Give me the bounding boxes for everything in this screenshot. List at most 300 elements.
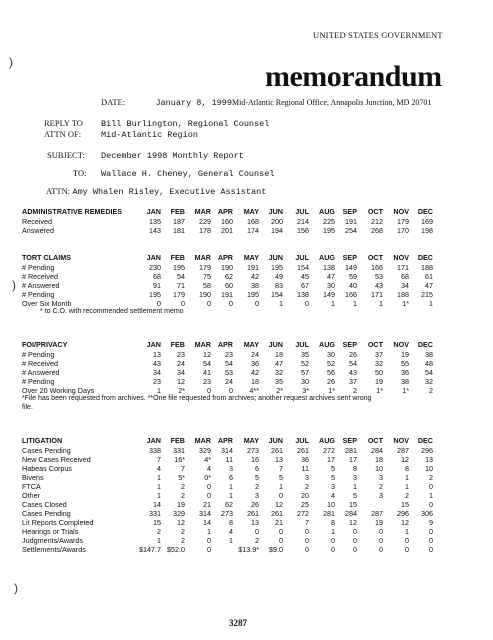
month-header: JAN [146, 339, 161, 349]
table-row [22, 509, 433, 518]
cell-value: 0 [405, 545, 409, 554]
cell-value: 212 [371, 217, 383, 226]
month-header: JUL [295, 339, 309, 349]
cell-value: 190 [221, 263, 233, 272]
month-header: JUN [268, 339, 283, 349]
cell-value: 154 [297, 263, 309, 272]
month-header: AUG [319, 435, 335, 445]
margin-mark: ) [9, 55, 13, 69]
month-header: FEB [170, 339, 185, 349]
cell-value: 61 [425, 272, 433, 281]
cell-value: 12 [275, 500, 283, 509]
cell-value: 1* [402, 299, 409, 308]
table-row [22, 290, 433, 299]
cell-value: 5 [279, 473, 283, 482]
cell-value: 0 [379, 536, 383, 545]
cell-value: 1 [157, 386, 161, 395]
cell-value: 53 [375, 272, 383, 281]
month-header: NOV [393, 206, 409, 216]
cell-value: 225 [323, 217, 335, 226]
cell-value: 54 [225, 359, 233, 368]
cell-value: 57 [301, 368, 309, 377]
section-note: *File has been requested from archives. **One file requested from archives; another request archives sent wrong [22, 395, 372, 402]
cell-value: 0 [207, 536, 211, 545]
cell-value: 4 [207, 464, 211, 473]
row-label: # Pending [22, 290, 55, 299]
month-header: AUG [319, 252, 335, 262]
cell-value: 181 [173, 226, 185, 235]
table-row [22, 491, 433, 500]
cell-value: 1* [328, 386, 335, 395]
date-line [101, 97, 431, 108]
cell-value: 12 [203, 350, 211, 359]
cell-value: 58 [203, 281, 211, 290]
row-label: Received [22, 217, 52, 226]
cell-value: 4 [331, 491, 335, 500]
subject-line [47, 150, 244, 161]
table-row [22, 281, 433, 290]
cell-value: 1* [402, 386, 409, 395]
cell-value: 13 [153, 350, 161, 359]
cell-value: 34 [177, 368, 185, 377]
month-header: FEB [170, 435, 185, 445]
cell-value: 314 [221, 446, 233, 455]
cell-value: 230 [149, 263, 161, 272]
cell-value: 56 [327, 368, 335, 377]
cell-value: 54 [177, 272, 185, 281]
cell-value: 20 [301, 491, 309, 500]
cell-value: 1 [405, 473, 409, 482]
cell-value [357, 500, 383, 509]
cell-value: 75 [203, 272, 211, 281]
table-row [22, 473, 433, 482]
cell-value: 284 [345, 509, 357, 518]
row-label: # Received [22, 359, 58, 368]
table-row [22, 299, 433, 308]
month-header: DEC [417, 339, 433, 349]
cell-value: 23 [225, 350, 233, 359]
cell-value: 169 [421, 217, 433, 226]
cell-value: 0 [255, 527, 259, 536]
margin-mark: ) [12, 278, 16, 292]
cell-value: 166 [371, 263, 383, 272]
date-value: January 8, 1999 [155, 98, 232, 108]
cell-value: 2 [181, 527, 185, 536]
cell-value: 26 [327, 377, 335, 386]
month-header: MAY [243, 206, 259, 216]
subject-value: December 1998 Monthly Report [101, 151, 244, 161]
cell-value: 36 [251, 359, 259, 368]
cell-value: 1 [429, 491, 433, 500]
cell-value: 52 [327, 359, 335, 368]
cell-value: 41 [203, 368, 211, 377]
cell-value: 34 [153, 368, 161, 377]
table-row [22, 545, 433, 554]
attn2-line [46, 186, 266, 197]
attn-value: Mid-Atlantic Region [101, 130, 198, 140]
section-table [22, 251, 433, 308]
cell-value: 55 [401, 359, 409, 368]
cell-value: 38 [425, 350, 433, 359]
section-title: LITIGATION [22, 435, 63, 445]
cell-value: 12 [349, 518, 357, 527]
cell-value: 2 [157, 527, 161, 536]
cell-value: 0 [379, 545, 383, 554]
month-header: FEB [170, 252, 185, 262]
cell-value: 296 [397, 509, 409, 518]
month-header: AUG [319, 339, 335, 349]
section-table [22, 205, 433, 235]
cell-value: 331 [173, 446, 185, 455]
cell-value: 0 [207, 545, 211, 554]
row-label: # Answered [22, 368, 60, 377]
cell-value: 0 [331, 545, 335, 554]
memo-title: memorandum [265, 60, 442, 93]
cell-value: 35 [301, 350, 309, 359]
cell-value: 15 [349, 500, 357, 509]
cell-value: 3 [229, 464, 233, 473]
cell-value: 7 [181, 464, 185, 473]
month-header: JUL [295, 252, 309, 262]
cell-value: 60 [225, 281, 233, 290]
month-header: FEB [170, 206, 185, 216]
section-title: TORT CLAIMS [22, 252, 71, 262]
cell-value: 254 [345, 226, 357, 235]
cell-value: 0 [229, 299, 233, 308]
cell-value: 7 [305, 518, 309, 527]
table-row [22, 217, 433, 226]
cell-value: 15 [401, 500, 409, 509]
month-header: MAY [243, 339, 259, 349]
cell-value: $9.0 [269, 545, 283, 554]
row-label: Over Six Month [22, 299, 72, 308]
table-row [22, 527, 433, 536]
month-header: MAR [194, 339, 211, 349]
cell-value: 0 [429, 527, 433, 536]
cell-value: 179 [173, 290, 185, 299]
cell-value: 43 [349, 368, 357, 377]
row-label: # Received [22, 272, 58, 281]
month-header: DEC [417, 252, 433, 262]
cell-value: 13 [425, 455, 433, 464]
cell-value: 281 [345, 446, 357, 455]
cell-value: 287 [371, 509, 383, 518]
cell-value: 272 [323, 446, 335, 455]
cell-value: 12 [177, 518, 185, 527]
cell-value: 40 [349, 281, 357, 290]
cell-value: 42 [251, 368, 259, 377]
cell-value: 1 [405, 527, 409, 536]
cell-value: 2 [353, 386, 357, 395]
cell-value: 0 [405, 536, 409, 545]
cell-value: 171 [371, 290, 383, 299]
cell-value: 5 [353, 491, 357, 500]
cell-value: 195 [247, 290, 259, 299]
cell-value: 2 [255, 536, 259, 545]
cell-value: 4** [249, 386, 259, 395]
cell-value: 273 [221, 509, 233, 518]
page-number: 3287 [229, 618, 247, 628]
cell-value: 54 [203, 359, 211, 368]
cell-value: 0 [279, 491, 283, 500]
month-header: NOV [393, 339, 409, 349]
cell-value: 23 [177, 350, 185, 359]
month-header: OCT [367, 252, 383, 262]
cell-value: 195 [271, 263, 283, 272]
cell-value: 10 [425, 464, 433, 473]
cell-value: 2* [178, 386, 185, 395]
cell-value: 0 [353, 536, 357, 545]
cell-value: 43 [375, 281, 383, 290]
month-header: APR [217, 435, 233, 445]
cell-value: 47 [275, 359, 283, 368]
cell-value: 143 [149, 226, 161, 235]
cell-value: 83 [275, 281, 283, 290]
cell-value: 4 [229, 527, 233, 536]
month-header: APR [217, 339, 233, 349]
cell-value: 268 [371, 226, 383, 235]
cell-value: 26 [349, 350, 357, 359]
cell-value: 2 [405, 491, 409, 500]
cell-value: 25 [301, 500, 309, 509]
cell-value: 272 [297, 509, 309, 518]
cell-value: 8 [353, 464, 357, 473]
cell-value: 138 [323, 263, 335, 272]
cell-value: 3 [331, 482, 335, 491]
cell-value: 0 [305, 545, 309, 554]
cell-value: 13 [275, 455, 283, 464]
cell-value: 1 [279, 299, 283, 308]
cell-value: 296 [421, 446, 433, 455]
month-header: SEP [342, 252, 357, 262]
cell-value: 30 [327, 350, 335, 359]
cell-value: 48 [425, 359, 433, 368]
table-row [22, 368, 433, 377]
cell-value: 54 [425, 368, 433, 377]
cell-value: 11 [225, 455, 233, 464]
table-row [22, 455, 433, 464]
cell-value: 214 [297, 217, 309, 226]
cell-value: 36 [401, 368, 409, 377]
cell-value: 12 [401, 455, 409, 464]
section-note: file. [22, 404, 33, 411]
reply-line [44, 118, 269, 129]
cell-value: 11 [301, 464, 309, 473]
cell-value: 0 [207, 386, 211, 395]
cell-value: 13 [251, 518, 259, 527]
cell-value: 49 [275, 272, 283, 281]
cell-value: 30 [327, 281, 335, 290]
month-header: JUN [268, 206, 283, 216]
cell-value: 3 [379, 473, 383, 482]
month-header: JUN [268, 435, 283, 445]
cell-value: 314 [199, 509, 211, 518]
cell-value: 2 [379, 482, 383, 491]
cell-value: 329 [199, 446, 211, 455]
cell-value: 168 [247, 217, 259, 226]
cell-value: 149 [345, 263, 357, 272]
cell-value: 1 [157, 482, 161, 491]
cell-value: 0 [279, 527, 283, 536]
table-row [22, 359, 433, 368]
cell-value: 190 [199, 290, 211, 299]
cell-value: 17 [349, 455, 357, 464]
month-header: OCT [367, 435, 383, 445]
table-row [22, 263, 433, 272]
cell-value: 5* [178, 473, 185, 482]
month-header: MAR [194, 252, 211, 262]
row-label: Settlements/Awards [22, 545, 86, 554]
cell-value: 306 [421, 509, 433, 518]
cell-value: 91 [153, 281, 161, 290]
row-label: Answered [22, 226, 54, 235]
cell-value: 10 [327, 500, 335, 509]
cell-value: 1 [331, 527, 335, 536]
cell-value: 43 [153, 359, 161, 368]
cell-value: 38 [401, 377, 409, 386]
cell-value: 54 [349, 359, 357, 368]
attn2-label: ATTN: [46, 186, 71, 196]
cell-value: 0 [429, 500, 433, 509]
cell-value: 187 [173, 217, 185, 226]
cell-value: 1 [379, 299, 383, 308]
table-row [22, 446, 433, 455]
cell-value: 215 [421, 290, 433, 299]
cell-value: 9 [429, 518, 433, 527]
cell-value: 19 [177, 500, 185, 509]
cell-value: 2* [276, 386, 283, 395]
cell-value: 53 [225, 368, 233, 377]
month-header: NOV [393, 435, 409, 445]
row-label: Bivens [22, 473, 44, 482]
cell-value: 19 [401, 350, 409, 359]
reply-value: Bill Burlington, Regional Counsel [101, 119, 270, 129]
cell-value: 0 [429, 536, 433, 545]
cell-value: 37 [349, 377, 357, 386]
cell-value [211, 545, 233, 554]
cell-value: 0 [207, 482, 211, 491]
table-row [22, 464, 433, 473]
cell-value: 35 [275, 377, 283, 386]
cell-value: 14 [153, 500, 161, 509]
cell-value: 135 [149, 217, 161, 226]
cell-value: 68 [401, 272, 409, 281]
cell-value: 0 [353, 545, 357, 554]
cell-value: 10 [375, 464, 383, 473]
cell-value: 166 [345, 290, 357, 299]
month-header: SEP [342, 206, 357, 216]
cell-value: 201 [221, 226, 233, 235]
cell-value: 68 [153, 272, 161, 281]
attn2-value: Amy Whalen Risley, Executive Assistant [72, 187, 267, 197]
cell-value: 21 [203, 500, 211, 509]
row-label: # Pending [22, 377, 55, 386]
row-label: New Cases Received [22, 455, 91, 464]
cell-value: 0 [207, 299, 211, 308]
cell-value: 191 [221, 290, 233, 299]
cell-value: 170 [397, 226, 409, 235]
margin-mark: ) [14, 581, 18, 595]
cell-value: 4 [157, 464, 161, 473]
org-name: UNITED STATES GOVERNMENT [313, 30, 443, 40]
cell-value: 3* [302, 386, 309, 395]
cell-value: 19 [375, 518, 383, 527]
cell-value: 261 [297, 446, 309, 455]
row-label: Over 20 Working Days [22, 386, 95, 395]
cell-value: 12 [177, 377, 185, 386]
cell-value: 47 [425, 281, 433, 290]
cell-value: 0 [429, 545, 433, 554]
month-header: MAR [194, 206, 211, 216]
cell-value: 0 [229, 386, 233, 395]
to-value: Wallace H. Cheney, General Counsel [101, 169, 275, 179]
row-label: # Pending [22, 263, 55, 272]
cell-value: 59 [349, 272, 357, 281]
table-row [22, 386, 433, 395]
cell-value: 24 [225, 377, 233, 386]
month-header: NOV [393, 252, 409, 262]
month-header: MAR [194, 435, 211, 445]
cell-value: 0 [353, 527, 357, 536]
cell-value: 0 [305, 299, 309, 308]
cell-value: 1 [207, 527, 211, 536]
cell-value: 24 [177, 359, 185, 368]
cell-value: 38 [251, 281, 259, 290]
cell-value: 0 [331, 536, 335, 545]
cell-value: 0 [305, 536, 309, 545]
cell-value: 71 [177, 281, 185, 290]
cell-value: 1 [331, 299, 335, 308]
cell-value: 7 [157, 455, 161, 464]
cell-value: 3 [379, 491, 383, 500]
row-label: Lit Reports Completed [22, 518, 94, 527]
cell-value: 287 [397, 446, 409, 455]
cell-value: 200 [271, 217, 283, 226]
cell-value: 18 [251, 377, 259, 386]
date-office: Mid-Atlantic Regional Office, Annapolis Junction, MD 20701 [231, 98, 432, 107]
row-label: Cases Pending [22, 446, 71, 455]
cell-value: 24 [251, 350, 259, 359]
cell-value: 195 [173, 263, 185, 272]
row-label: Habeas Corpus [22, 464, 72, 473]
month-header: OCT [367, 206, 383, 216]
cell-value: 17 [327, 455, 335, 464]
cell-value: 1 [405, 482, 409, 491]
row-label: # Answered [22, 281, 60, 290]
section-note: * to C.O. with recommended settlement memo [40, 308, 184, 315]
month-header: AUG [319, 206, 335, 216]
cell-value: 0 [157, 299, 161, 308]
row-label: Other [22, 491, 40, 500]
cell-value: 0 [255, 299, 259, 308]
cell-value: 45 [301, 272, 309, 281]
table-row [22, 350, 433, 359]
cell-value: 16* [174, 455, 185, 464]
cell-value: 2 [429, 386, 433, 395]
table-row [22, 482, 433, 491]
cell-value: 0* [204, 473, 211, 482]
cell-value: 0 [279, 536, 283, 545]
cell-value: 8 [331, 518, 335, 527]
cell-value: 6 [255, 464, 259, 473]
cell-value: 23 [203, 377, 211, 386]
cell-value: 3 [353, 473, 357, 482]
table-row [22, 377, 433, 386]
cell-value: 47 [327, 272, 335, 281]
cell-value: 331 [149, 509, 161, 518]
cell-value: 229 [199, 217, 211, 226]
cell-value: 21 [275, 518, 283, 527]
